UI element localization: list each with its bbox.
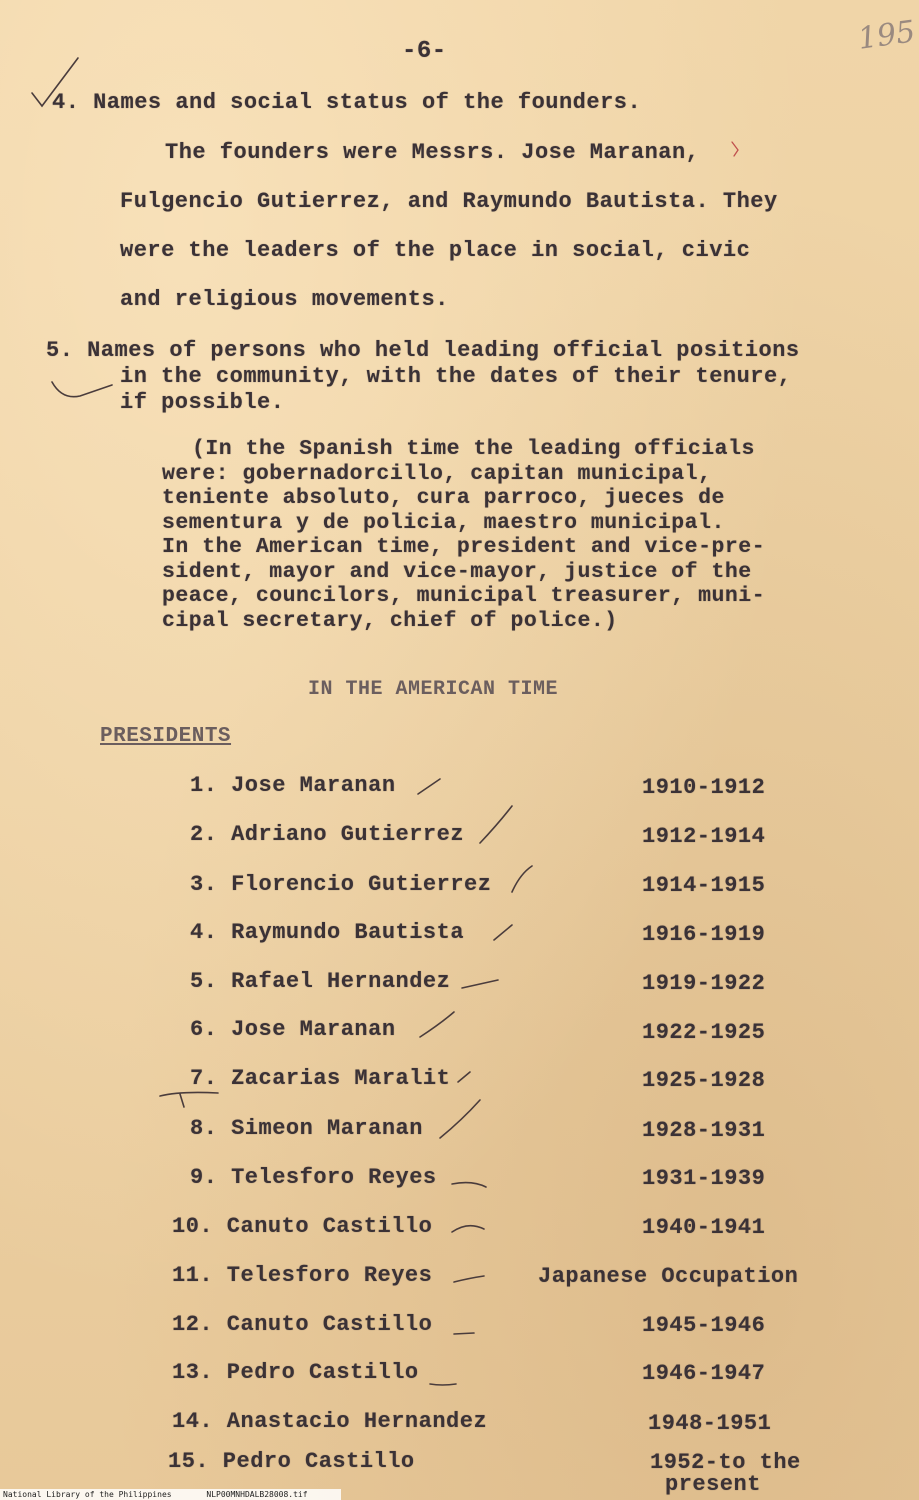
- note-line: sementura y de policia, maestro municipal.: [162, 510, 725, 535]
- section-5-heading-line: 5. Names of persons who held leading official positions: [46, 338, 800, 363]
- check-mark: [160, 1092, 218, 1096]
- president-years: 1940-1941: [642, 1215, 766, 1240]
- president-years: 1912-1914: [642, 824, 766, 849]
- check-mark: [462, 980, 498, 988]
- president-name: 12. Canuto Castillo: [172, 1312, 433, 1337]
- check-mark: [454, 1333, 474, 1334]
- president-years: 1910-1912: [642, 775, 766, 800]
- pencil-page-number: 195: [855, 14, 918, 57]
- president-years: Japanese Occupation: [538, 1264, 799, 1289]
- scan-footer: [0, 1489, 341, 1500]
- president-years: 1931-1939: [642, 1166, 766, 1191]
- president-name: 4. Raymundo Bautista: [190, 920, 465, 945]
- section-4-line: The founders were Messrs. Jose Maranan,: [165, 140, 700, 165]
- section-5-heading-line: if possible.: [120, 390, 285, 415]
- president-name: 14. Anastacio Hernandez: [172, 1409, 488, 1434]
- check-mark: [494, 925, 512, 940]
- president-name: 5. Rafael Hernandez: [190, 969, 451, 994]
- president-name: 7. Zacarias Maralit: [190, 1066, 451, 1091]
- check-mark: [454, 1276, 484, 1282]
- president-years: 1948-1951: [648, 1411, 772, 1436]
- president-years: 1922-1925: [642, 1020, 766, 1045]
- check-mark: [452, 1183, 486, 1187]
- note-line: cipal secretary, chief of police.): [162, 608, 618, 633]
- note-line: (In the Spanish time the leading officials: [192, 437, 755, 461]
- check-mark: [440, 1100, 480, 1138]
- section-5-note: [162, 437, 765, 633]
- president-name: 1. Jose Maranan: [190, 773, 396, 798]
- note-line: In the American time, president and vice-pre-: [162, 535, 766, 559]
- check-mark: [480, 806, 512, 843]
- check-mark: [452, 1226, 484, 1232]
- section-4-body: [120, 128, 778, 324]
- president-years: 1945-1946: [642, 1313, 766, 1338]
- note-line: teniente absoluto, cura parroco, jueces de: [162, 486, 725, 510]
- page-number: -6-: [402, 38, 447, 65]
- note-line: were: gobernadorcillo, capitan municipal,: [162, 461, 712, 486]
- president-name: 15. Pedro Castillo: [168, 1449, 415, 1474]
- footer-library: National Library of the Philippines: [3, 1490, 172, 1499]
- president-name: 3. Florencio Gutierrez: [190, 872, 492, 897]
- presidents-label: PRESIDENTS: [100, 725, 232, 748]
- president-years-continued: present: [665, 1472, 761, 1497]
- section-4-line: were the leaders of the place in social, civic: [120, 238, 751, 263]
- section-4-line: Fulgencio Gutierrez, and Raymundo Bautista. They: [120, 189, 778, 214]
- section-4-heading: 4. Names and social status of the founders.: [52, 90, 642, 115]
- president-name: 6. Jose Maranan: [190, 1017, 396, 1042]
- footer-filename: NLP00MNHDALB28008.tif: [206, 1490, 308, 1499]
- president-name: 13. Pedro Castillo: [172, 1360, 419, 1385]
- check-mark: [420, 1012, 454, 1037]
- section-5-heading-line: in the community, with the dates of their tenure,: [120, 364, 792, 389]
- president-name: 11. Telesforo Reyes: [172, 1263, 433, 1288]
- check-mark: [180, 1094, 184, 1107]
- president-name: 2. Adriano Gutierrez: [190, 822, 465, 847]
- president-years: 1928-1931: [642, 1118, 766, 1143]
- check-mark: [458, 1072, 470, 1082]
- president-years: 1946-1947: [642, 1361, 766, 1386]
- president-years: 1952-to the: [650, 1450, 801, 1475]
- american-time-heading: IN THE AMERICAN TIME: [308, 678, 559, 701]
- president-years: 1919-1922: [642, 971, 766, 996]
- check-mark: [418, 779, 440, 794]
- president-name: 9. Telesforo Reyes: [190, 1165, 437, 1190]
- note-line: sident, mayor and vice-mayor, justice of the: [162, 559, 752, 584]
- check-mark: [430, 1384, 456, 1385]
- section-4-line: and religious movements.: [120, 287, 449, 312]
- check-mark: [512, 866, 532, 892]
- president-name: 10. Canuto Castillo: [172, 1214, 433, 1239]
- president-years: 1916-1919: [642, 922, 766, 947]
- president-name: 8. Simeon Maranan: [190, 1116, 423, 1141]
- section-5-heading: [46, 338, 800, 416]
- note-line: peace, councilors, municipal treasurer, muni-: [162, 584, 766, 608]
- president-years: 1914-1915: [642, 873, 766, 898]
- president-years: 1925-1928: [642, 1068, 766, 1093]
